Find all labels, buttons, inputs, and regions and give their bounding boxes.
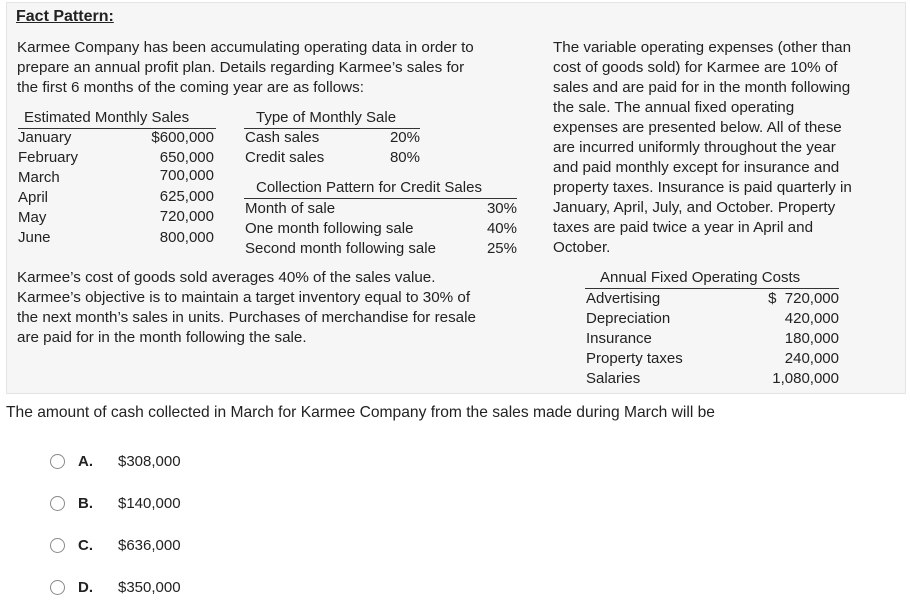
variable-line-8: property taxes. Insurance is paid quarterly in (553, 179, 852, 196)
option-text: $308,000 (118, 453, 181, 470)
fixed-cost-value: 1,080,000 (772, 370, 839, 387)
variable-line-7: and paid monthly except for insurance and (553, 159, 840, 176)
month-sales-value: 650,000 (159, 149, 214, 166)
month-label: June (18, 229, 51, 246)
variable-line-1: The variable operating expenses (other than (553, 39, 852, 56)
radio-button[interactable] (50, 580, 65, 595)
cogs-line-2: Karmee’s objective is to maintain a target inventory equal to 30% of (17, 289, 471, 306)
variable-line-2: cost of goods sold) for Karmee are 10% of (553, 59, 838, 76)
fact-pattern-title: Fact Pattern: (16, 8, 114, 25)
option-letter: D. (78, 579, 93, 596)
variable-line-3: sales and are paid for in the month following (553, 79, 851, 96)
month-label: April (18, 189, 49, 206)
month-sales-value: 720,000 (159, 208, 214, 225)
variable-line-4: the sale. The annual fixed operating (553, 99, 795, 116)
fixed-cost-label: Insurance (586, 330, 652, 347)
sale-type-header: Type of Monthly Sale (244, 108, 420, 129)
collection-header: Collection Pattern for Credit Sales (244, 178, 517, 199)
variable-line-9: January, April, July, and October. Property (553, 199, 836, 216)
option-letter: C. (78, 537, 93, 554)
sales-table-header: Estimated Monthly Sales (18, 108, 216, 129)
variable-line-11: October. (553, 239, 611, 256)
fixed-cost-label: Depreciation (586, 310, 671, 327)
collection-pct: 40% (486, 220, 517, 237)
variable-line-5: expenses are presented below. All of these (553, 119, 842, 136)
month-label: February (18, 149, 79, 166)
option-text: $636,000 (118, 537, 181, 554)
radio-button[interactable] (50, 538, 65, 553)
cogs-line-4: are paid for in the month following the sale. (17, 329, 307, 346)
option-a[interactable] (48, 450, 248, 474)
fixed-cost-label: Advertising (586, 290, 661, 307)
collection-label: Second month following sale (245, 240, 436, 257)
collection-label: One month following sale (245, 220, 414, 237)
question-text: The amount of cash collected in March for Karmee Company from the sales made during March will be (6, 404, 715, 421)
sale-type-pct: 20% (389, 129, 420, 146)
option-c[interactable] (48, 534, 248, 558)
variable-line-6: are incurred uniformly throughout the year (553, 139, 836, 156)
month-label: March (18, 169, 60, 186)
fixed-cost-value: $ 720,000 (768, 290, 839, 307)
fixed-cost-value: 240,000 (784, 350, 839, 367)
collection-pct: 30% (486, 200, 517, 217)
option-text: $140,000 (118, 495, 181, 512)
option-letter: B. (78, 495, 93, 512)
fixed-cost-label: Property taxes (586, 350, 683, 367)
month-sales-value: 625,000 (159, 188, 214, 205)
month-sales-value: $600,000 (151, 129, 214, 146)
fixed-cost-value: 420,000 (784, 310, 839, 327)
fixed-cost-label: Salaries (586, 370, 641, 387)
intro-line-1: Karmee Company has been accumulating operating data in order to (17, 39, 474, 56)
month-label: May (18, 209, 47, 226)
fixed-cost-value: 180,000 (784, 330, 839, 347)
sale-type-label: Cash sales (245, 129, 320, 146)
collection-pct: 25% (486, 240, 517, 257)
option-text: $350,000 (118, 579, 181, 596)
fixed-costs-header: Annual Fixed Operating Costs (585, 268, 839, 289)
month-label: January (18, 129, 72, 146)
intro-line-3: the first 6 months of the coming year are as follows: (17, 79, 364, 96)
cogs-line-3: the next month’s sales in units. Purchases of merchandise for resale (17, 309, 476, 326)
cogs-line-1: Karmee’s cost of goods sold averages 40% of the sales value. (17, 269, 436, 286)
variable-line-10: taxes are paid twice a year in April and (553, 219, 814, 236)
collection-label: Month of sale (245, 200, 336, 217)
sale-type-label: Credit sales (245, 149, 325, 166)
radio-button[interactable] (50, 454, 65, 469)
intro-line-2: prepare an annual profit plan. Details regarding Karmee’s sales for (17, 59, 465, 76)
sale-type-pct: 80% (389, 149, 420, 166)
option-letter: A. (78, 453, 93, 470)
month-sales-value: 700,000 (159, 167, 214, 184)
radio-button[interactable] (50, 496, 65, 511)
option-d[interactable] (48, 576, 248, 600)
option-b[interactable] (48, 492, 248, 516)
month-sales-value: 800,000 (159, 229, 214, 246)
